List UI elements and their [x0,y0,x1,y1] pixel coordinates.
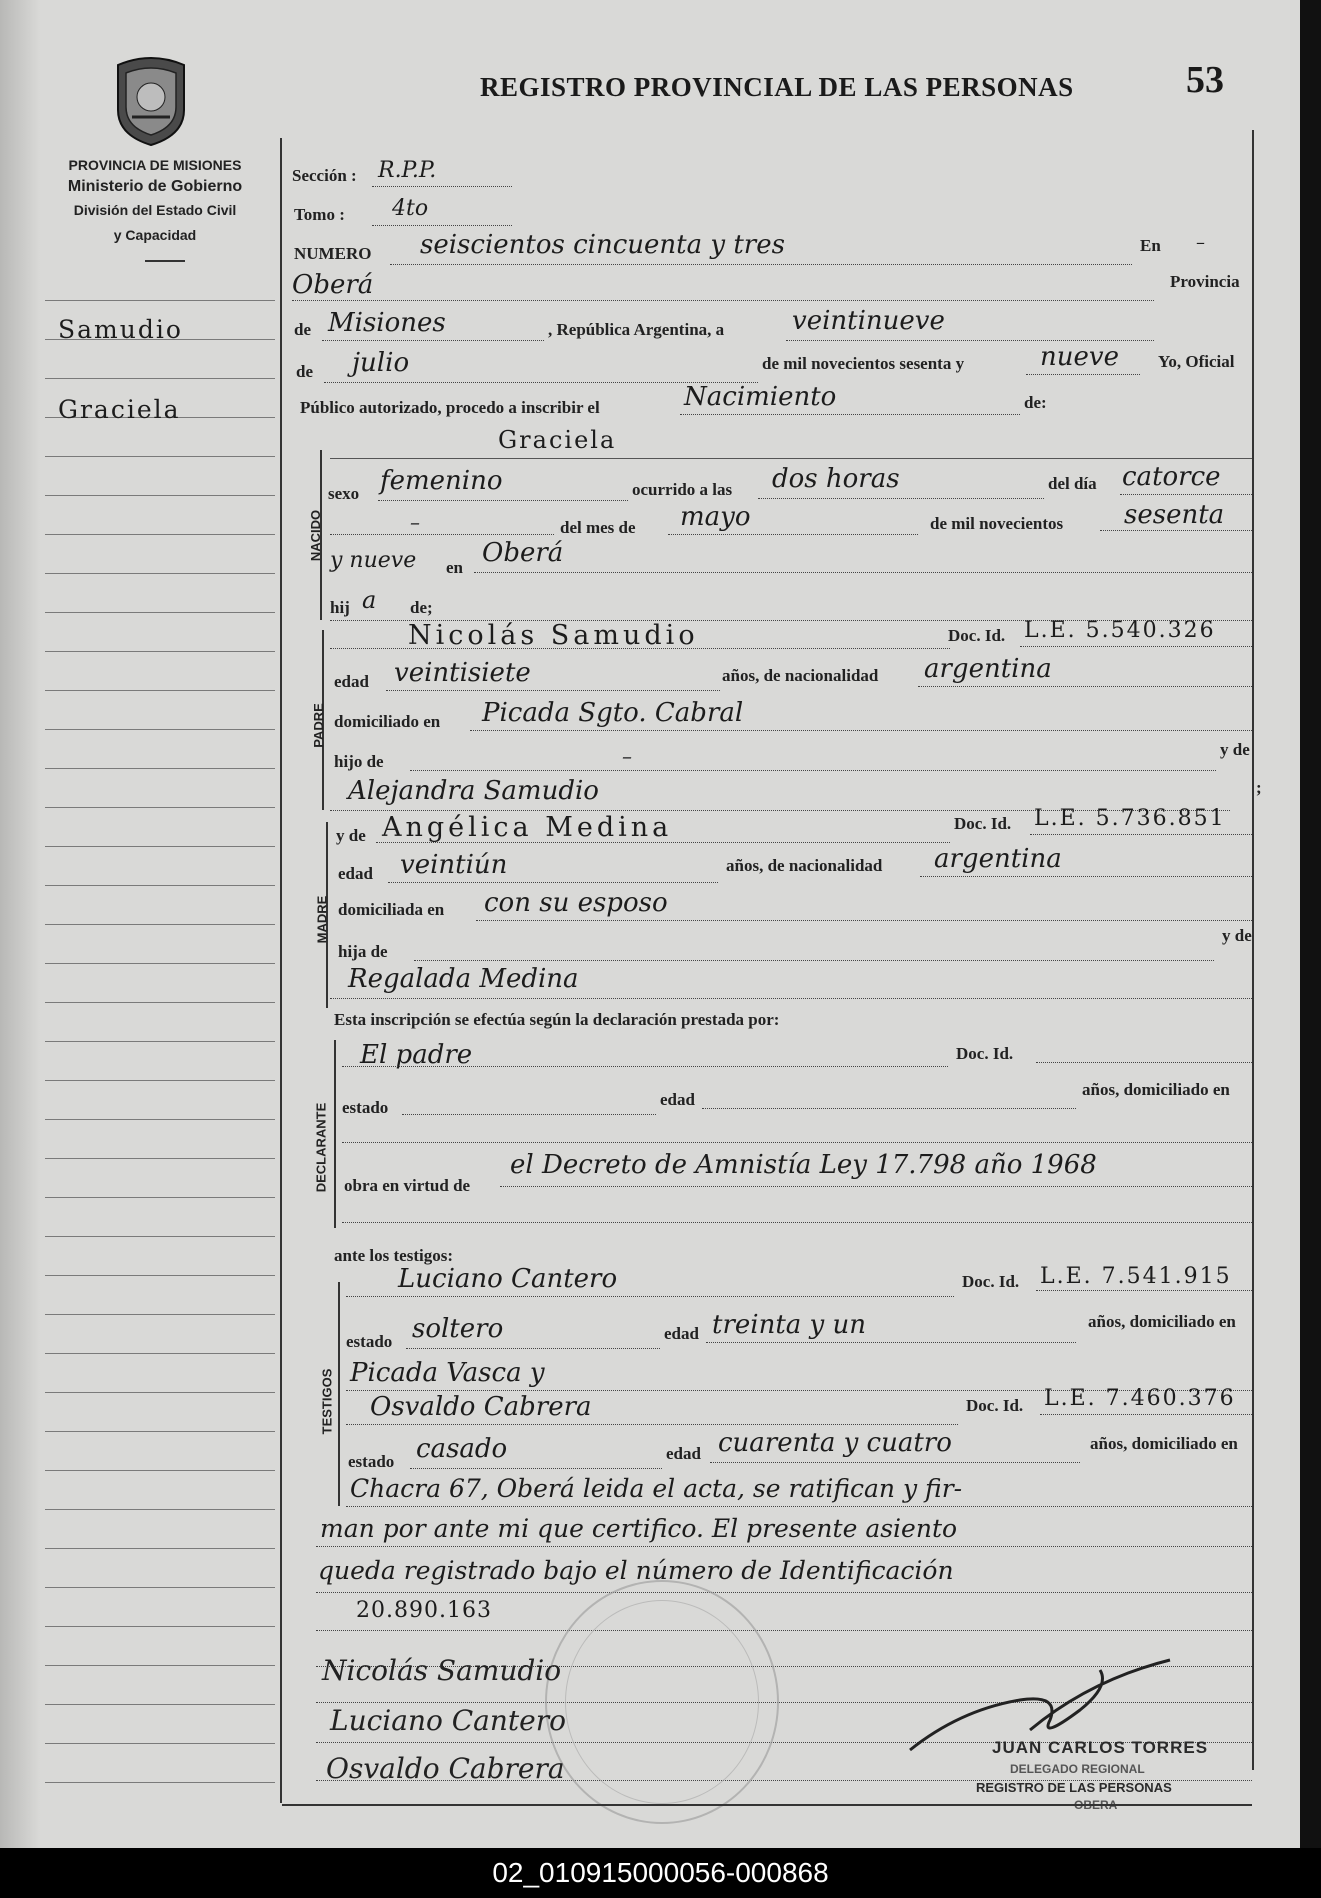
seccion-line [372,186,512,187]
margin-ruled-line [45,1509,275,1510]
margin-ruled-line [45,1743,275,1744]
sexo-value: femenino [380,466,503,496]
testigo2-estado: casado [416,1434,508,1464]
official-cargo-3: OBERA [1074,1798,1118,1812]
testigo1-line [346,1296,954,1297]
numero-value: seiscientos cincuenta y tres [420,230,785,260]
ynueve-value: y nueve [330,548,417,573]
margin-ruled-line [45,378,275,379]
obra-line [500,1186,1252,1187]
margin-ruled-line [45,1314,275,1315]
margin-ruled-line [45,534,275,535]
madre-domicilio-line [476,920,1252,921]
madre-section-label: MADRE [314,895,330,944]
padre-nacionalidad: argentina [924,654,1052,684]
provincia-value: Misiones [328,308,446,338]
madre-edad-label: edad [338,864,373,883]
seccion-label: Sección : [292,166,357,185]
testigo2-domicilio: Chacra 67, Oberá leida el acta, se ratifican y fir- [350,1474,963,1503]
padre-doc-label: Doc. Id. [948,626,1006,645]
margin-ruled-line [45,1587,275,1588]
margin-ruled-line [45,651,275,652]
margin-ruled-line [45,1470,275,1471]
padre-nac-line [918,686,1252,687]
padre-nombre: Nicolás Samudio [408,620,699,651]
declarante-estado-label: estado [342,1098,389,1117]
dia-line [786,340,1154,341]
official-cargo-2: REGISTRO DE LAS PERSONAS [976,1780,1172,1795]
padre-hijo-label: hijo de [334,752,384,771]
ministry-label: Ministerio de Gobierno [67,178,243,195]
declarante-section-label: DECLARANTE [313,1102,329,1193]
margin-ruled-line [45,690,275,691]
margin-ruled-line [45,1782,275,1783]
padre-y-de-label: y de [1220,740,1250,759]
madre-domicilio-label: domiciliada en [338,900,445,919]
dni-rule [316,1630,1252,1631]
margin-ruled-line [45,1002,275,1003]
mil-nov-nac-label: de mil novecientos [930,514,1064,533]
testigo2-dom-line [346,1506,1252,1507]
margin-ruled-line [45,1626,275,1627]
margin-ruled-line [45,963,275,964]
padre-doc: L.E. 5.540.326 [1024,618,1216,643]
madre-edad-line [388,882,718,883]
hij-suffix: a [362,586,377,614]
margin-ruled-line [45,1353,275,1354]
madre-nombre-line [376,842,950,843]
mes-nac-value: mayo [680,502,751,532]
de-colon-label: de: [1024,393,1047,412]
dni-value: 20.890.163 [356,1598,492,1623]
margin-ruled-line [45,1197,275,1198]
padre-domicilio-label: domiciliado en [334,712,441,731]
margin-ruled-line [45,1392,275,1393]
en-value: – [1196,232,1205,253]
declarante-doc-label: Doc. Id. [956,1044,1014,1063]
padre-nombre-line [330,648,950,649]
header-rule [145,260,185,262]
margin-ruled-line [45,846,275,847]
lugar-value: Oberá [292,270,374,300]
lugar-nac-line [474,572,1252,573]
testigo1-doc: L.E. 7.541.915 [1040,1264,1232,1289]
padre-edad: veintisiete [394,658,531,688]
padre-anos-label: años, de nacionalidad [722,666,879,685]
dia-value: veintinueve [792,306,945,336]
division-label-2: y Capacidad [113,227,197,243]
madre-doc-label: Doc. Id. [954,814,1012,833]
de2-label: de [296,362,313,381]
provincia-label: Provincia [1170,272,1240,291]
madre-domicilio: con su esposo [484,888,668,918]
signature-1: Nicolás Samudio [322,1654,562,1687]
official-name: JUAN CARLOS TORRES [992,1738,1209,1757]
province-label: PROVINCIA DE MISIONES [68,157,242,173]
testigo2-anos-label: años, domiciliado en [1090,1434,1238,1453]
signature-2: Luciano Cantero [330,1704,566,1737]
page-number: 53 [1186,59,1224,101]
testigo1-edad-line [706,1342,1076,1343]
declarante-dom-line [342,1142,1252,1143]
closing-line-2-rule [316,1546,1252,1547]
acto-line [680,414,1020,415]
tomo-value: 4to [392,196,429,221]
madre-anos-label: años, de nacionalidad [726,856,883,875]
margin-ruled-line [45,612,275,613]
page-title: REGISTRO PROVINCIAL DE LAS PERSONAS [480,72,1074,102]
testigo2-line [346,1424,958,1425]
margin-first-name: Graciela [58,395,181,424]
blank-line-1 [330,534,554,535]
numero-label: NUMERO [294,244,372,263]
madre-edad: veintiún [400,850,508,880]
testigo1-estado-line [406,1348,660,1349]
coat-of-arms-icon [110,55,192,147]
testigo1-anos-label: años, domiciliado en [1088,1312,1236,1331]
del-mes-label: del mes de [560,518,636,537]
margin-ruled-line [45,924,275,925]
dia-nac-value: catorce [1122,462,1221,492]
testigos-bracket [338,1282,340,1506]
declarante-nombre: El padre [360,1040,473,1070]
margin-ruled-line [45,885,275,886]
anio-line [1026,374,1140,375]
madre-y-de-label: y de [336,826,366,845]
madre-nacionalidad: argentina [934,844,1062,874]
margin-ruled-line [45,1236,275,1237]
left-frame-line [280,138,282,1803]
madre-madre-line [330,998,1252,999]
margin-ruled-line [45,1431,275,1432]
nacido-section-label: NACIDO [308,509,324,562]
sesenta-value: sesenta [1124,500,1225,530]
testigo2-estado-line [410,1468,662,1469]
official-seal [545,1580,779,1824]
margin-ruled-line [45,1665,275,1666]
declarante-doc-line [1036,1062,1252,1063]
madre-doc: L.E. 5.736.851 [1034,806,1226,831]
sexo-line [378,500,628,501]
nombre-line [330,458,1252,459]
madre-doc-line [1030,834,1252,835]
margin-ruled-line [45,1704,275,1705]
obra-label: obra en virtud de [344,1176,471,1195]
margin-ruled-line [45,768,275,769]
sexo-label: sexo [328,484,360,503]
ante-label: ante los testigos: [334,1246,453,1265]
division-label: División del Estado Civil [73,202,237,218]
lugar-nac-value: Oberá [482,538,564,568]
closing-line-3: queda registrado bajo el número de Identificación [318,1556,954,1585]
testigo1-estado-label: estado [346,1332,393,1351]
obra-value: el Decreto de Amnistía Ley 17.798 año 1968 [510,1150,1097,1180]
margin-ruled-line [45,1041,275,1042]
padre-madre: Alejandra Samudio [348,776,599,806]
padre-section-label: PADRE [310,703,326,748]
bottom-frame-line [282,1804,1252,1806]
padre-domicilio-line [470,730,1252,731]
margin-ruled-line [45,807,275,808]
republica-label: , República Argentina, a [548,320,725,339]
testigo1-estado: soltero [412,1314,504,1344]
anio-value: nueve [1040,342,1119,372]
declaracion-label: Esta inscripción se efectúa según la declaración prestada por: [334,1010,780,1029]
margin-ruled-line [45,1548,275,1549]
padre-edad-line [386,690,720,691]
madre-hija-label: hija de [338,942,388,961]
testigo2-nombre: Osvaldo Cabrera [370,1392,592,1422]
testigos-section-label: TESTIGOS [319,1368,335,1435]
margin-ruled-line [45,573,275,574]
lugar-line [292,300,1154,301]
margin-ruled-line [45,1080,275,1081]
testigo1-doc-line [1036,1290,1252,1291]
mes-nac-line [668,534,918,535]
padre-edad-label: edad [334,672,369,691]
testigo1-edad-label: edad [664,1324,699,1343]
madre-nombre: Angélica Medina [382,812,673,843]
official-cargo-1: DELEGADO REGIONAL [1010,1762,1145,1776]
testigo2-doc: L.E. 7.460.376 [1044,1386,1236,1411]
del-dia-label: del día [1048,474,1097,493]
nombre-value: Graciela [498,426,617,454]
ocurrido-label: ocurrido a las [632,480,733,499]
margin-ruled-line [45,300,275,301]
margin-ruled-line [45,1119,275,1120]
tomo-line [372,225,512,226]
testigo1-edad: treinta y un [712,1310,866,1340]
margin-surname: Samudio [58,315,183,344]
obra-line-2 [342,1222,1252,1223]
testigo1-nombre: Luciano Cantero [398,1264,618,1294]
publico-label: Público autorizado, procedo a inscribir el [300,398,600,417]
testigo2-edad-line [710,1462,1080,1463]
signature-3: Osvaldo Cabrera [326,1752,565,1785]
madre-hija-line [414,960,1214,961]
de-semicolon-label: de; [410,598,433,617]
mes-value: julio [352,348,410,378]
dash-value: – [410,510,420,534]
margin-ruled-line [45,456,275,457]
right-frame-line [1252,130,1254,1770]
en-label: En [1140,236,1161,255]
testigo1-doc-label: Doc. Id. [962,1272,1020,1291]
declarante-anos-label: años, domiciliado en [1082,1080,1230,1099]
testigo2-doc-line [1040,1414,1252,1415]
padre-hijo-line [410,770,1216,771]
padre-doc-line [1020,646,1252,647]
padre-domicilio: Picada Sgto. Cabral [482,698,744,728]
sesenta-line [1100,530,1252,531]
margin-ruled-line [45,1158,275,1159]
hij-label: hij [330,598,350,617]
provincia-line [322,340,544,341]
hora-value: dos horas [772,464,900,494]
declarante-bracket [334,1040,336,1228]
mil-nov-label: de mil novecientos sesenta y [762,354,965,373]
testigo2-doc-label: Doc. Id. [966,1396,1024,1415]
de-label: de [294,320,311,339]
hora-line [758,498,1044,499]
margin-ruled-line [45,495,275,496]
acto-value: Nacimiento [684,382,837,412]
declarante-estado-line [402,1114,656,1115]
madre-y-de2-label: y de [1222,926,1252,945]
en2-label: en [446,558,463,577]
seccion-value: R.P.P. [378,158,437,183]
footer-code: 02_010915000056-000868 [0,1848,1321,1898]
closing-line-3-rule [316,1592,1252,1593]
closing-line-2: man por ante mi que certifico. El presente asiento [320,1514,958,1543]
margin-ruled-line [45,729,275,730]
padre-semicolon: ; [1256,778,1262,797]
madre-madre: Regalada Medina [348,964,579,994]
testigo2-edad: cuarenta y cuatro [718,1428,952,1458]
madre-nac-line [920,876,1252,877]
declarante-line [342,1066,948,1067]
testigo1-domicilio: Picada Vasca y [350,1358,545,1388]
declarante-edad-label: edad [660,1090,695,1109]
tomo-label: Tomo : [294,205,345,224]
testigo2-edad-label: edad [666,1444,701,1463]
testigo2-estado-label: estado [348,1452,395,1471]
numero-line [390,264,1132,265]
margin-ruled-line [45,1275,275,1276]
yo-oficial-label: Yo, Oficial [1158,352,1235,371]
padre-hijo-de: – [622,744,632,768]
declarante-edad-line [702,1108,1076,1109]
dia-nac-line [1120,494,1252,495]
